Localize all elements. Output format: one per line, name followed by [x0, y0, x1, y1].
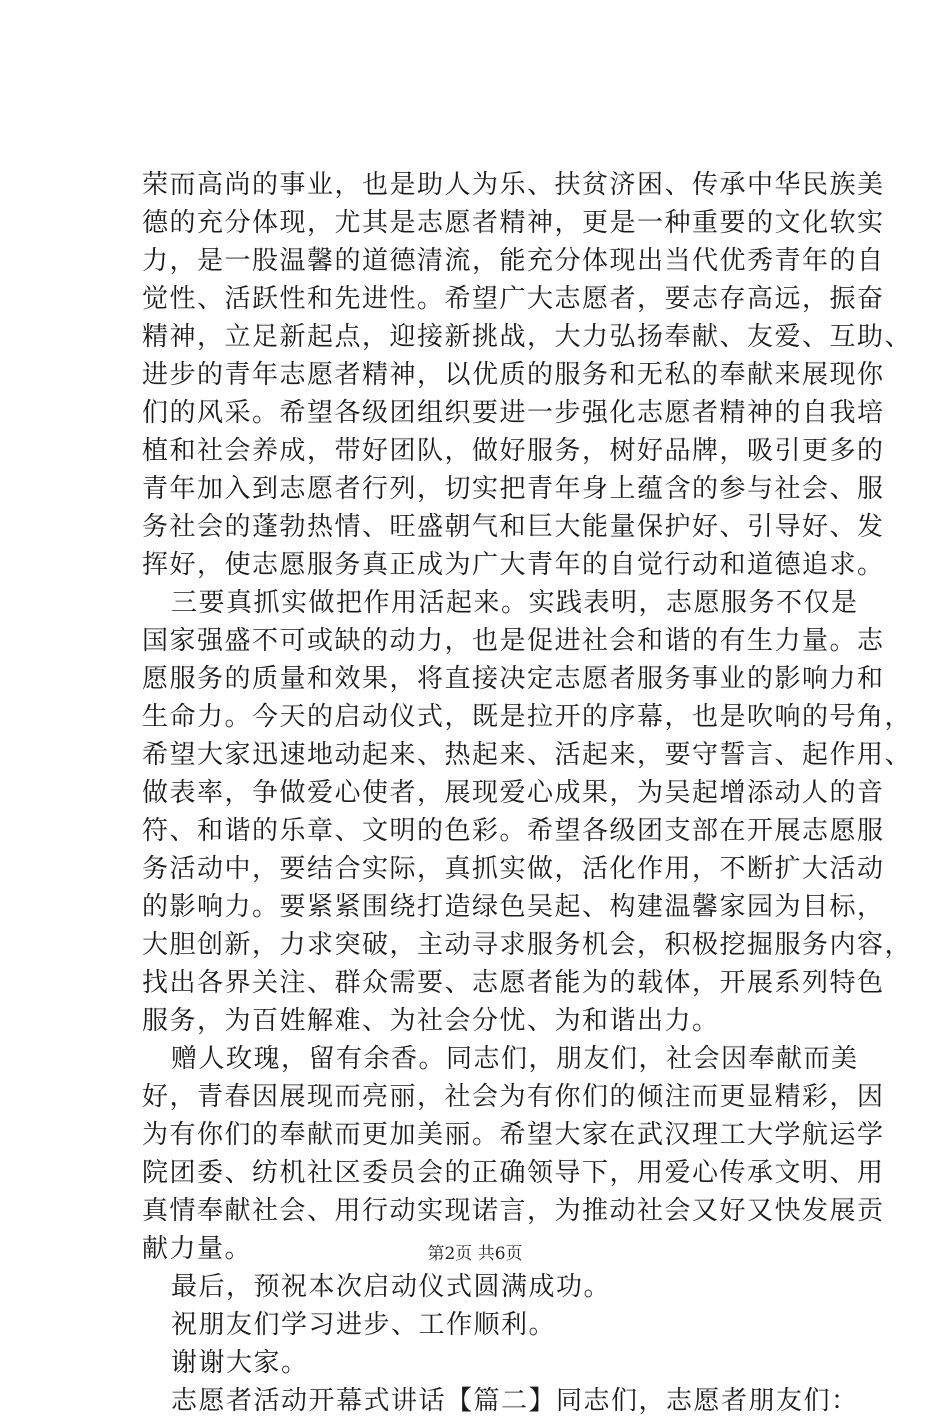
paragraph-start-line: 志愿者活动开幕式讲话【篇二】同志们，志愿者朋友们：: [171, 1386, 859, 1416]
text-line: 青年加入到志愿者行列，切实把青年身上蕴含的参与社会、服: [142, 474, 885, 504]
text-line: 院团委、纺机社区委员会的正确领导下，用爱心传承文明、用: [142, 1158, 885, 1188]
text-line: 做表率，争做爱心使者，展现爱心成果，为吴起增添动人的音: [142, 778, 885, 808]
text-line: 愿服务的质量和效果，将直接决定志愿者服务事业的影响力和: [142, 664, 885, 694]
text-line: 荣而高尚的事业，也是助人为乐、扶贫济困、传承中华民族美: [142, 170, 885, 200]
text-line: 精神，立足新起点，迎接新挑战，大力弘扬奉献、友爱、互助、: [142, 322, 913, 352]
text-line: 希望大家迅速地动起来、热起来、活起来，要守誓言、起作用、: [142, 740, 913, 770]
paragraph-start-line: 三要真抓实做把作用活起来。实践表明，志愿服务不仅是: [171, 588, 859, 618]
paragraph-start-line: 最后，预祝本次启动仪式圆满成功。: [171, 1272, 612, 1302]
text-line: 务社会的蓬勃热情、旺盛朝气和巨大能量保护好、引导好、发: [142, 512, 885, 542]
text-line: 国家强盛不可或缺的动力，也是促进社会和谐的有生力量。志: [142, 626, 885, 656]
text-line: 挥好，使志愿服务真正成为广大青年的自觉行动和道德追求。: [142, 550, 885, 580]
text-line: 务活动中，要结合实际，真抓实做，活化作用，不断扩大活动: [142, 854, 885, 884]
text-line: 大胆创新，力求突破，主动寻求服务机会，积极挖掘服务内容，: [142, 930, 913, 960]
text-line: 真情奉献社会、用行动实现诺言，为推动社会又好又快发展贡: [142, 1196, 885, 1226]
text-line: 服务，为百姓解难、为社会分忧、为和谐出力。: [142, 1006, 720, 1036]
text-line: 符、和谐的乐章、文明的色彩。希望各级团支部在开展志愿服: [142, 816, 885, 846]
text-line: 进步的青年志愿者精神，以优质的服务和无私的奉献来展现你: [142, 360, 885, 390]
text-line: 好，青春因展现而亮丽，社会为有你们的倾注而更显精彩，因: [142, 1082, 885, 1112]
text-line: 找出各界关注、群众需要、志愿者能为的载体，开展系列特色: [142, 968, 885, 998]
text-line: 力，是一股温馨的道德清流，能充分体现出当代优秀青年的自: [142, 246, 885, 276]
paragraph-start-line: 谢谢大家。: [171, 1348, 309, 1378]
text-line: 的影响力。要紧紧围绕打造绿色吴起、构建温馨家园为目标，: [142, 892, 885, 922]
text-line: 觉性、活跃性和先进性。希望广大志愿者，要志存高远，振奋: [142, 284, 885, 314]
text-line: 为有你们的奉献而更加美丽。希望大家在武汉理工大学航运学: [142, 1120, 885, 1150]
paragraph-start-line: 赠人玫瑰，留有余香。同志们，朋友们，社会因奉献而美: [171, 1044, 859, 1074]
text-line: 献力量。: [142, 1234, 253, 1264]
paragraph-start-line: 祝朋友们学习进步、工作顺利。: [171, 1310, 557, 1340]
body-text: [142, 166, 913, 1420]
text-line: 植和社会养成，带好团队，做好服务，树好品牌，吸引更多的: [142, 436, 885, 466]
text-line: 德的充分体现，尤其是志愿者精神，更是一种重要的文化软实: [142, 208, 885, 238]
page-number-footer: 第2页 共6页: [427, 1244, 523, 1264]
text-line: 生命力。今天的启动仪式，既是拉开的序幕，也是吹响的号角，: [142, 702, 913, 732]
text-line: 们的风采。希望各级团组织要进一步强化志愿者精神的自我培: [142, 398, 885, 428]
